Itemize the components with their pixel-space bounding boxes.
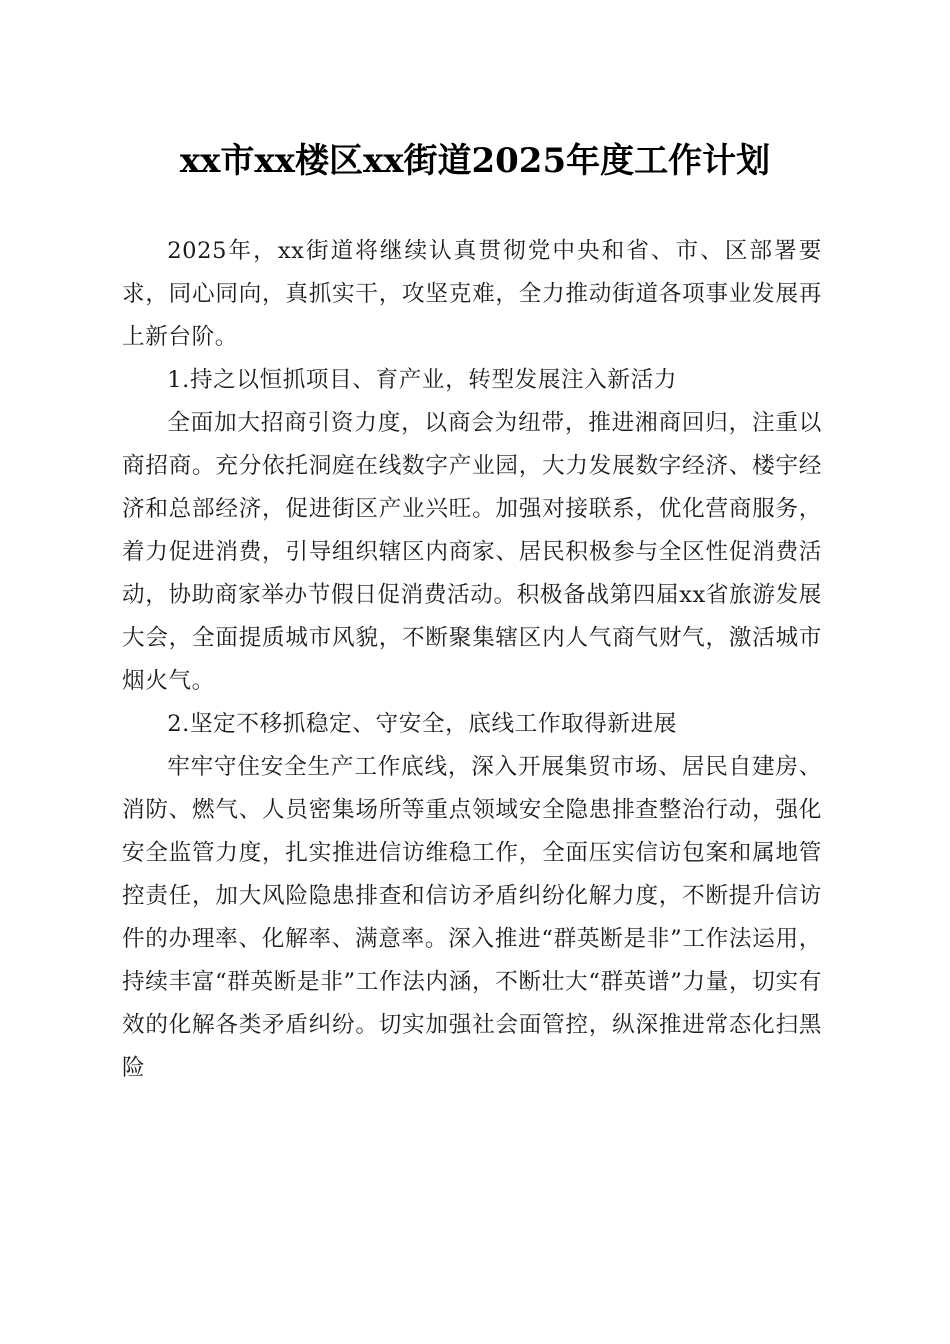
intro-paragraph: 2025年，xx街道将继续认真贯彻党中央和省、市、区部署要求，同心同向，真抓实干，攻坚克难，全力推动街道各项事业发展再上新台阶。 (122, 238, 822, 350)
document-title: xx市xx楼区xx街道2025年度工作计划 (179, 141, 771, 181)
section-2-paragraph: 牢牢守住安全生产工作底线，深入开展集贸市场、居民自建房、消防、燃气、人员密集场所等重点领域安全隐患排查整治行动，强化安全监管力度，扎实推进信访维稳工作，全面压实信访包案和属地管控责任，加大风险隐患排查和信访矛盾纠纷化解力度，不断提升信访件的办理率、化解率、满意率。深入推进“群英断是非”工作法运用，持续丰富“群英断是非”工作法内涵，不断壮大“群英谱”力量，切实有效的化解各类矛盾纠纷。切实加强社会面管控，纵深推进常态化扫黑险 (122, 754, 822, 1081)
section-1-heading: 1.持之以恒抓项目、育产业，转型发展注入新活力 (167, 367, 678, 393)
section-1-paragraph: 全面加大招商引资力度，以商会为纽带，推进湘商回归，注重以商招商。充分依托洞庭在线数字产业园，大力发展数字经济、楼宇经济和总部经济，促进街区产业兴旺。加强对接联系，优化营商服务，着力促进消费，引导组织辖区内商家、居民积极参与全区性促消费活动，协助商家举办节假日促消费活动。积极备战第四届xx省旅游发展大会，全面提质城市风貌，不断聚集辖区内人气商气财气，激活城市烟火气。 (122, 410, 822, 694)
section-2-heading: 2.坚定不移抓稳定、守安全，底线工作取得新进展 (167, 711, 678, 737)
document-body (122, 230, 822, 1090)
